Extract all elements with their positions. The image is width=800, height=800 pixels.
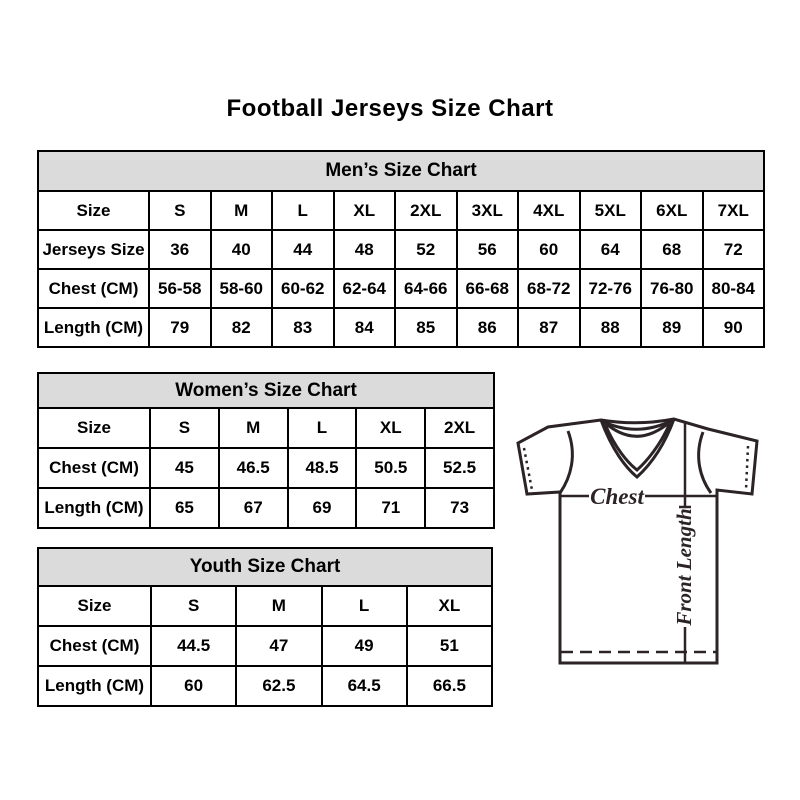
- value-cell: 68-72: [518, 269, 580, 308]
- value-cell: 76-80: [641, 269, 703, 308]
- front-length-label: Front Length: [672, 508, 696, 626]
- value-cell: 88: [580, 308, 642, 347]
- value-cell: 73: [425, 488, 494, 528]
- table-row: [38, 308, 764, 347]
- value-cell: 72-76: [580, 269, 642, 308]
- value-cell: 87: [518, 308, 580, 347]
- value-cell: 80-84: [703, 269, 765, 308]
- value-cell: 89: [641, 308, 703, 347]
- value-cell: 66-68: [457, 269, 519, 308]
- value-cell: 62-64: [334, 269, 396, 308]
- value-cell: XL: [356, 408, 425, 448]
- value-cell: 86: [457, 308, 519, 347]
- mens-size-table: [37, 150, 765, 348]
- value-cell: L: [288, 408, 357, 448]
- value-cell: 64.5: [322, 666, 407, 706]
- value-cell: 48.5: [288, 448, 357, 488]
- value-cell: M: [219, 408, 288, 448]
- value-cell: 85: [395, 308, 457, 347]
- jersey-outline: [518, 419, 757, 663]
- value-cell: 52: [395, 230, 457, 269]
- value-cell: 79: [149, 308, 211, 347]
- row-label-cell: Size: [38, 586, 151, 626]
- table-row: [38, 488, 494, 528]
- value-cell: XL: [407, 586, 492, 626]
- value-cell: 48: [334, 230, 396, 269]
- row-label-cell: Chest (CM): [38, 448, 150, 488]
- size-header-row: [38, 586, 492, 626]
- value-cell: 49: [322, 626, 407, 666]
- value-cell: 52.5: [425, 448, 494, 488]
- value-cell: 44.5: [151, 626, 236, 666]
- table-row: [38, 448, 494, 488]
- value-cell: M: [211, 191, 273, 230]
- value-cell: 47: [236, 626, 321, 666]
- row-label-cell: Size: [38, 408, 150, 448]
- youth-table-header-row: [38, 548, 492, 586]
- value-cell: 58-60: [211, 269, 273, 308]
- value-cell: L: [322, 586, 407, 626]
- value-cell: 83: [272, 308, 334, 347]
- value-cell: 6XL: [641, 191, 703, 230]
- value-cell: S: [150, 408, 219, 448]
- value-cell: 5XL: [580, 191, 642, 230]
- page-title: Football Jerseys Size Chart: [226, 95, 554, 122]
- value-cell: 56-58: [149, 269, 211, 308]
- size-header-row: [38, 191, 764, 230]
- womens-size-table: [37, 372, 495, 529]
- value-cell: 68: [641, 230, 703, 269]
- value-cell: 72: [703, 230, 765, 269]
- jersey-measurement-diagram: [495, 403, 775, 675]
- value-cell: 7XL: [703, 191, 765, 230]
- row-label-cell: Size: [38, 191, 149, 230]
- value-cell: 44: [272, 230, 334, 269]
- mens-table-header: Men’s Size Chart: [38, 151, 764, 191]
- value-cell: 51: [407, 626, 492, 666]
- value-cell: 3XL: [457, 191, 519, 230]
- youth-table-header: Youth Size Chart: [38, 548, 492, 586]
- value-cell: 60-62: [272, 269, 334, 308]
- value-cell: 50.5: [356, 448, 425, 488]
- value-cell: 64: [580, 230, 642, 269]
- row-label-cell: Jerseys Size: [38, 230, 149, 269]
- value-cell: 84: [334, 308, 396, 347]
- row-label-cell: Length (CM): [38, 308, 149, 347]
- value-cell: 4XL: [518, 191, 580, 230]
- row-label-cell: Chest (CM): [38, 269, 149, 308]
- value-cell: 65: [150, 488, 219, 528]
- value-cell: S: [151, 586, 236, 626]
- value-cell: 40: [211, 230, 273, 269]
- value-cell: 90: [703, 308, 765, 347]
- value-cell: 69: [288, 488, 357, 528]
- row-label-cell: Length (CM): [38, 666, 151, 706]
- value-cell: 56: [457, 230, 519, 269]
- value-cell: M: [236, 586, 321, 626]
- chest-label: Chest: [590, 484, 644, 509]
- value-cell: 60: [151, 666, 236, 706]
- value-cell: 36: [149, 230, 211, 269]
- value-cell: 82: [211, 308, 273, 347]
- value-cell: 2XL: [425, 408, 494, 448]
- value-cell: L: [272, 191, 334, 230]
- size-header-row: [38, 408, 494, 448]
- value-cell: 67: [219, 488, 288, 528]
- table-row: [38, 626, 492, 666]
- value-cell: S: [149, 191, 211, 230]
- womens-table-header-row: [38, 373, 494, 408]
- table-row: [38, 269, 764, 308]
- value-cell: 64-66: [395, 269, 457, 308]
- value-cell: 60: [518, 230, 580, 269]
- youth-size-table: [37, 547, 493, 707]
- value-cell: 45: [150, 448, 219, 488]
- table-row: [38, 666, 492, 706]
- row-label-cell: Chest (CM): [38, 626, 151, 666]
- value-cell: 46.5: [219, 448, 288, 488]
- value-cell: 66.5: [407, 666, 492, 706]
- table-row: [38, 230, 764, 269]
- mens-table-header-row: [38, 151, 764, 191]
- value-cell: 2XL: [395, 191, 457, 230]
- row-label-cell: Length (CM): [38, 488, 150, 528]
- value-cell: 71: [356, 488, 425, 528]
- womens-table-header: Women’s Size Chart: [38, 373, 494, 408]
- value-cell: XL: [334, 191, 396, 230]
- value-cell: 62.5: [236, 666, 321, 706]
